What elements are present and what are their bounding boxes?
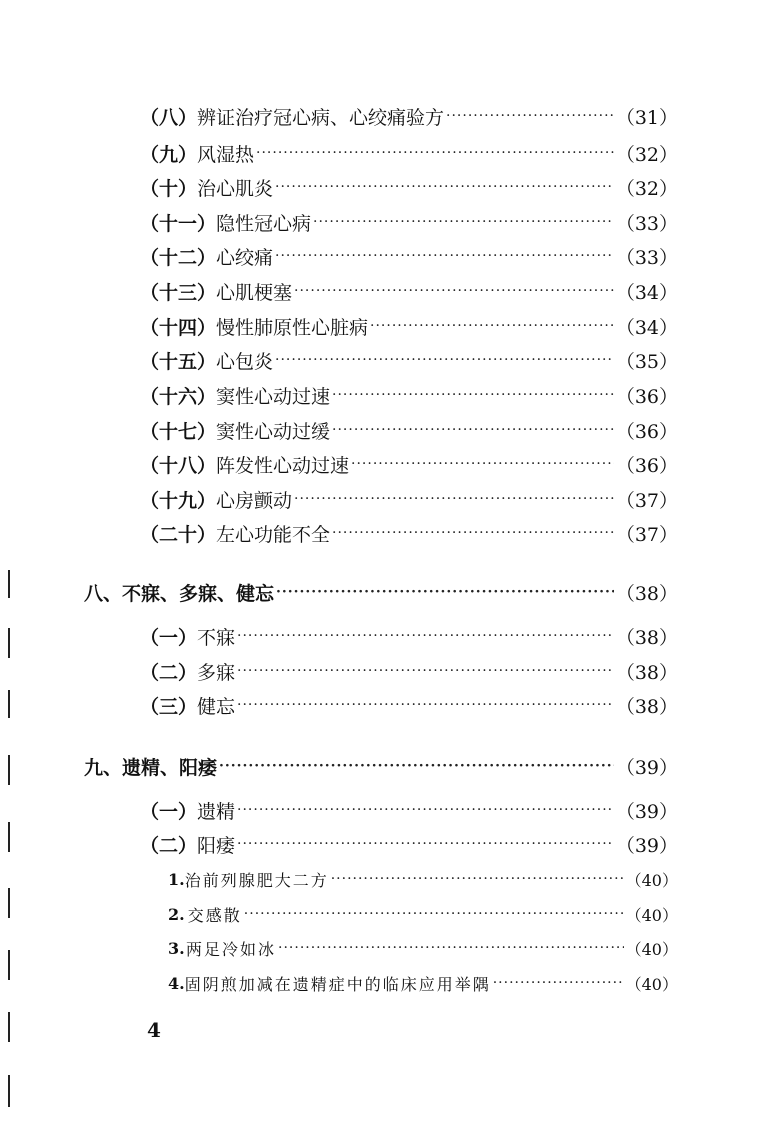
toc-entry: [140, 311, 678, 341]
entry-number: （十）: [140, 177, 198, 200]
entry-page: （33）: [615, 212, 678, 235]
toc-entry: [140, 207, 678, 237]
dot-leader: [237, 802, 614, 818]
scan-margin-mark: [8, 1012, 10, 1042]
toc-entry: [140, 690, 678, 720]
entry-page: （40）: [625, 974, 678, 994]
entry-number: （三）: [140, 695, 198, 718]
entry-number: 1.: [168, 869, 185, 889]
dot-leader: [275, 248, 614, 264]
dot-leader: [313, 214, 614, 230]
entry-title: 左心功能不全: [216, 523, 331, 546]
entry-title: 心肌梗塞: [216, 281, 293, 304]
toc-entry: [140, 829, 678, 859]
entry-page: （39）: [615, 800, 678, 823]
entry-number: （一）: [140, 800, 198, 823]
toc-entry: [140, 795, 678, 825]
entry-page: （37）: [615, 523, 678, 546]
scan-margin-mark: [8, 888, 10, 918]
entry-number: （十三）: [140, 281, 217, 304]
toc-entry: [140, 415, 678, 445]
dot-leader: [493, 975, 624, 991]
dot-leader: [237, 628, 614, 644]
dot-leader: [446, 108, 614, 124]
toc-section: [84, 751, 678, 781]
entry-page: （34）: [615, 281, 678, 304]
toc-entry: [168, 864, 678, 894]
entry-number: （十四）: [140, 316, 217, 339]
entry-page: （38）: [615, 582, 678, 605]
entry-number: 3.: [168, 938, 185, 958]
entry-page: （38）: [615, 661, 678, 684]
entry-page: （32）: [615, 177, 678, 200]
entry-title: 心房颤动: [216, 489, 293, 512]
entry-page: （39）: [615, 756, 678, 779]
entry-page: （40）: [625, 905, 678, 925]
dot-leader: [294, 283, 614, 299]
entry-number: （十七）: [140, 420, 217, 443]
toc-section: [84, 577, 678, 607]
scan-margin-mark: [8, 950, 10, 980]
entry-number: （十八）: [140, 454, 217, 477]
entry-title: 遗精: [197, 800, 236, 823]
section-title: 九、遗精、阳痿: [84, 756, 218, 779]
scan-margin-mark: [8, 628, 10, 658]
dot-leader: [275, 352, 614, 368]
scan-margin-mark: [8, 570, 10, 598]
entry-title: 固阴煎加减在遗精症中的临床应用举隅: [184, 974, 491, 994]
entry-number: （十五）: [140, 350, 217, 373]
entry-number: （十一）: [140, 212, 217, 235]
toc-entry: [140, 380, 678, 410]
entry-page: （32）: [615, 143, 678, 166]
toc-entry: [168, 899, 678, 929]
entry-number: （二）: [140, 661, 198, 684]
entry-page: （38）: [615, 695, 678, 718]
dot-leader: [219, 758, 614, 774]
dot-leader: [332, 387, 614, 403]
scan-margin-mark: [8, 822, 10, 852]
toc-entry: [140, 621, 678, 651]
entry-number: （九）: [140, 143, 198, 166]
dot-leader: [275, 179, 614, 195]
dot-leader: [278, 940, 624, 956]
dot-leader: [237, 663, 614, 679]
toc-entry: [140, 241, 678, 271]
entry-title: 窦性心动过速: [216, 385, 331, 408]
entry-title: 健忘: [197, 695, 236, 718]
page-number: 4: [147, 1018, 161, 1042]
toc-entry: [140, 345, 678, 375]
entry-page: （39）: [615, 834, 678, 857]
scan-margin-mark: [8, 1075, 10, 1107]
entry-page: （38）: [615, 626, 678, 649]
entry-title: 治心肌炎: [197, 177, 274, 200]
entry-number: 2.: [168, 904, 185, 924]
entry-page: （40）: [625, 870, 678, 890]
dot-leader: [332, 422, 614, 438]
entry-number: （二）: [140, 834, 198, 857]
entry-page: （31）: [615, 106, 678, 129]
entry-page: （34）: [615, 316, 678, 339]
entry-number: 4.: [168, 973, 185, 993]
entry-title: 阳痿: [197, 834, 236, 857]
entry-number: （八）: [140, 106, 198, 129]
entry-page: （36）: [615, 420, 678, 443]
entry-title: 心绞痛: [216, 246, 274, 269]
entry-page: （40）: [625, 939, 678, 959]
dot-leader: [256, 145, 614, 161]
entry-title: 慢性肺原性心脏病: [216, 316, 369, 339]
entry-number: （十六）: [140, 385, 217, 408]
toc-entry: [140, 656, 678, 686]
entry-title: 阵发性心动过速: [216, 454, 350, 477]
scan-margin-mark: [8, 755, 10, 785]
dot-leader: [276, 584, 614, 600]
entry-number: （十九）: [140, 489, 217, 512]
entry-page: （36）: [615, 454, 678, 477]
dot-leader: [294, 491, 614, 507]
dot-leader: [331, 871, 624, 887]
entry-title: 交感散: [187, 905, 242, 925]
section-title: 八、不寐、多寐、健忘: [84, 582, 275, 605]
dot-leader: [237, 836, 614, 852]
dot-leader: [351, 456, 614, 472]
toc-entry: [140, 101, 678, 131]
toc-entry: [168, 933, 678, 963]
scan-margin-mark: [8, 690, 10, 718]
dot-leader: [237, 697, 614, 713]
entry-page: （36）: [615, 385, 678, 408]
entry-title: 心包炎: [216, 350, 274, 373]
entry-title: 窦性心动过缓: [216, 420, 331, 443]
toc-entry: [140, 484, 678, 514]
entry-number: （一）: [140, 626, 198, 649]
toc-entry: [140, 518, 678, 548]
toc-entry: [140, 276, 678, 306]
entry-title: 治前列腺肥大二方: [184, 870, 329, 890]
toc-entry: [168, 968, 678, 998]
entry-number: （二十）: [140, 523, 217, 546]
entry-title: 两足冷如冰: [186, 939, 277, 959]
dot-leader: [244, 906, 624, 922]
entry-title: 不寐: [197, 626, 236, 649]
dot-leader: [332, 525, 614, 541]
toc-entry: [140, 449, 678, 479]
entry-number: （十二）: [140, 246, 217, 269]
entry-title: 辨证治疗冠心病、心绞痛验方: [197, 106, 445, 129]
toc-entry: [140, 172, 678, 202]
entry-title: 多寐: [197, 661, 236, 684]
entry-title: 风湿热: [197, 143, 255, 166]
entry-page: （33）: [615, 246, 678, 269]
dot-leader: [370, 318, 614, 334]
entry-page: （35）: [615, 350, 678, 373]
entry-title: 隐性冠心病: [216, 212, 312, 235]
entry-page: （37）: [615, 489, 678, 512]
toc-entry: [140, 138, 678, 168]
